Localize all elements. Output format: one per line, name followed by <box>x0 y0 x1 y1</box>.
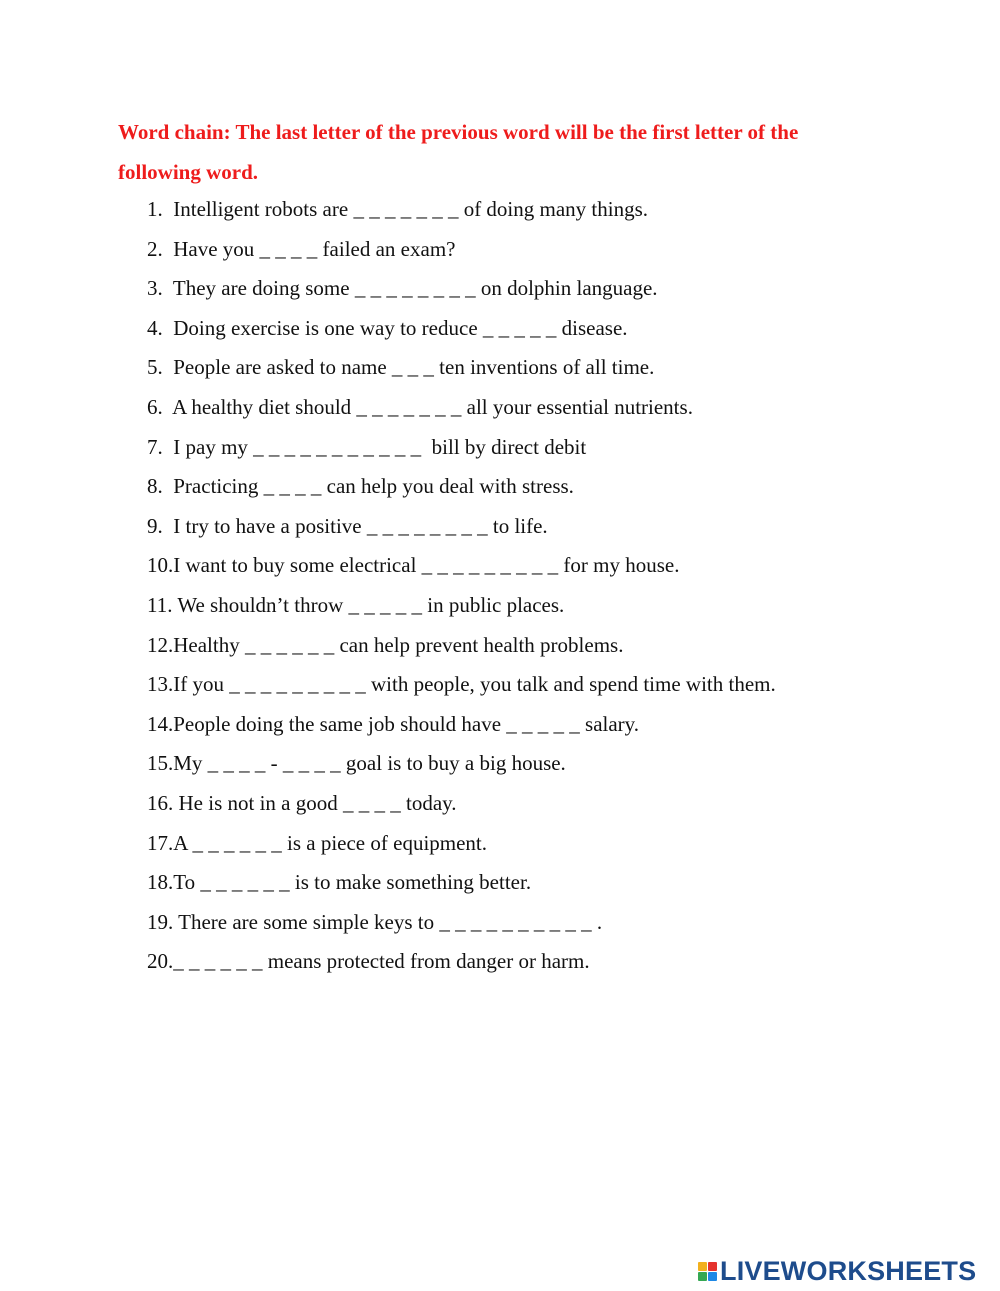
instruction-heading <box>118 112 898 192</box>
instruction-line-1: Word chain: The last letter of the previous word will be the first letter of the <box>118 120 799 144</box>
question-item-6: 6. A healthy diet should _ _ _ _ _ _ _ all your essential nutrients. <box>147 394 693 419</box>
instruction-line-2: following word. <box>118 160 259 184</box>
liveworksheets-logo-icon <box>698 1262 717 1281</box>
liveworksheets-logo[interactable] <box>698 1254 976 1288</box>
question-item-2: 2. Have you _ _ _ _ failed an exam? <box>147 236 456 261</box>
question-item-15: 15.My _ _ _ _ - _ _ _ _ goal is to buy a big house. <box>147 751 566 776</box>
logo-text: LIVEWORKSHEETS <box>720 1255 977 1286</box>
question-item-9: 9. I try to have a positive _ _ _ _ _ _ _ _ to life. <box>147 513 548 538</box>
question-item-1: 1. Intelligent robots are _ _ _ _ _ _ _ of doing many things. <box>147 197 649 221</box>
question-item-19: 19. There are some simple keys to _ _ _ _ _ _ _ _ _ _ . <box>147 909 603 934</box>
question-item-12: 12.Healthy _ _ _ _ _ _ can help prevent health problems. <box>147 632 624 657</box>
question-item-14: 14.People doing the same job should have _ _ _ _ _ salary. <box>147 711 640 736</box>
question-item-4: 4. Doing exercise is one way to reduce _ _ _ _ _ disease. <box>147 315 628 340</box>
question-item-7: 7. I pay my _ _ _ _ _ _ _ _ _ _ _ bill by direct debit <box>147 434 587 459</box>
question-item-3: 3. They are doing some _ _ _ _ _ _ _ _ on dolphin language. <box>147 276 658 301</box>
question-item-20: 20._ _ _ _ _ _ means protected from danger or harm. <box>147 949 590 974</box>
question-item-17: 17.A _ _ _ _ _ _ is a piece of equipment. <box>147 830 488 855</box>
question-item-11: 11. We shouldn’t throw _ _ _ _ _ in public places. <box>147 592 565 617</box>
question-item-18: 18.To _ _ _ _ _ _ is to make something better. <box>147 870 532 895</box>
question-item-8: 8. Practicing _ _ _ _ can help you deal with stress. <box>147 474 574 499</box>
question-list <box>147 190 776 982</box>
question-item-13: 13.If you _ _ _ _ _ _ _ _ _ with people, you talk and spend time with them. <box>147 672 776 697</box>
question-item-10: 10.I want to buy some electrical _ _ _ _ _ _ _ _ _ for my house. <box>147 553 680 578</box>
question-item-5: 5. People are asked to name _ _ _ ten inventions of all time. <box>147 355 655 380</box>
question-item-16: 16. He is not in a good _ _ _ _ today. <box>147 790 457 815</box>
